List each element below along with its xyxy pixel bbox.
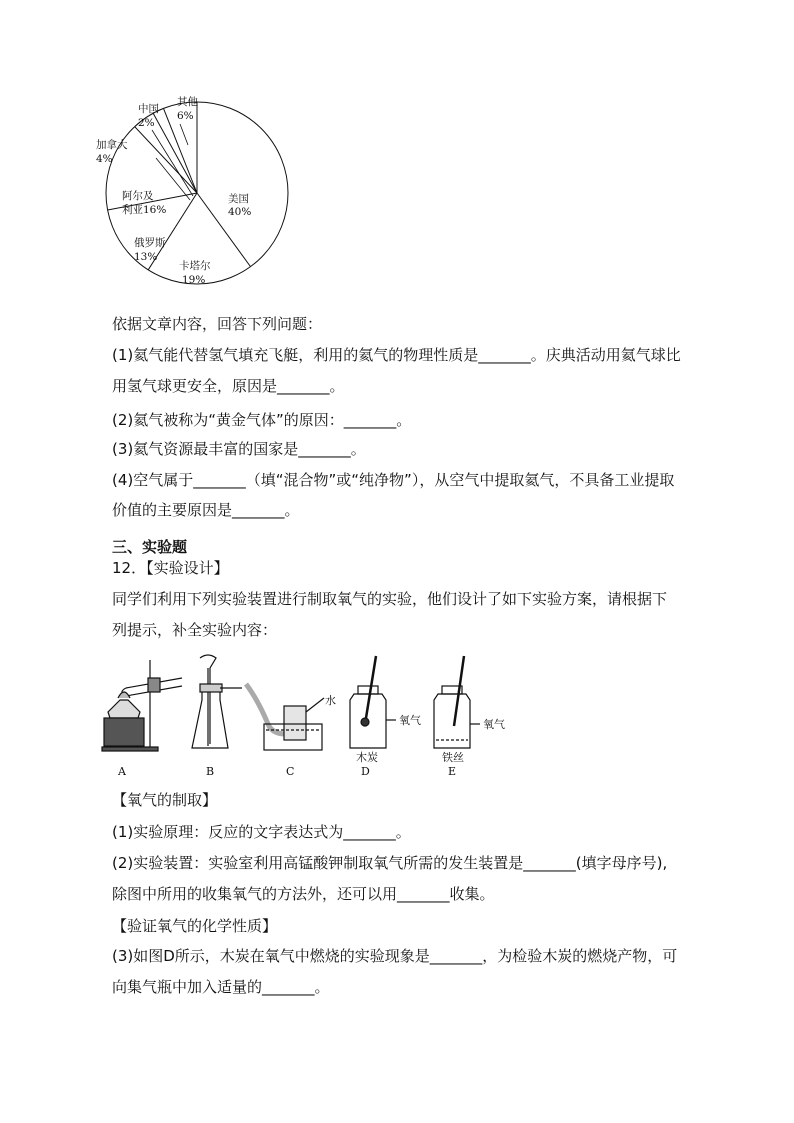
problem-12-intro-a: 同学们利用下列实验装置进行制取氧气的实验，他们设计了如下实验方案，请根据下 xyxy=(112,590,668,608)
step-2b: 除图中所用的收集氧气的方法外，还可以用_______收集。 xyxy=(112,885,495,903)
pie-value-canada: 4% xyxy=(96,153,113,165)
apparatus-b xyxy=(192,655,242,748)
problem-12-title: 12．【实验设计】 xyxy=(112,559,229,577)
helium-reserves-pie-chart xyxy=(92,88,302,298)
pie-label-algeria: 阿尔及 xyxy=(122,190,154,202)
apparatus-e xyxy=(434,656,480,748)
question-4a: (4)空气属于_______（填“混合物”或“纯净物”），从空气中提取氦气，不具备工业提取 xyxy=(112,471,675,489)
iron-wire-label: 铁丝 xyxy=(442,751,464,764)
pie-value-china: 2% xyxy=(138,117,155,129)
pie-value-other: 6% xyxy=(177,110,194,122)
oxygen-label-e: 氧气 xyxy=(483,718,505,731)
pie-label-other: 其他 xyxy=(177,96,198,108)
apparatus-c xyxy=(246,684,324,750)
question-3: (3)氦气资源最丰富的国家是_______。 xyxy=(112,440,366,458)
label-e: E xyxy=(448,765,457,778)
pie-value-qatar: 19% xyxy=(182,274,206,286)
charcoal-label: 木炭 xyxy=(356,751,378,764)
question-1a: (1)氦气能代替氢气填充飞艇，利用的氦气的物理性质是_______。庆典活动用氦气球比 xyxy=(112,346,681,364)
subheading-preparation: 【氧气的制取】 xyxy=(112,791,218,809)
oxygen-label-d: 氧气 xyxy=(399,714,421,727)
pie-label-russia: 俄罗斯 xyxy=(134,237,166,249)
pie-label-qatar: 卡塔尔 xyxy=(179,260,211,272)
question-2: (2)氦气被称为“黄金气体”的原因：_______。 xyxy=(112,411,412,429)
apparatus-d xyxy=(350,656,396,748)
pie-label-usa: 美国 xyxy=(228,193,249,205)
step-1: (1)实验原理：反应的文字表达式为_______。 xyxy=(112,823,411,841)
step-3b: 向集气瓶中加入适量的_______。 xyxy=(112,978,330,996)
question-4b: 价值的主要原因是_______。 xyxy=(112,501,300,519)
subheading-verify: 【验证氧气的化学性质】 xyxy=(112,917,278,935)
pie-label-canada: 加拿大 xyxy=(96,139,128,151)
section-heading: 三、实验题 xyxy=(112,538,188,556)
step-3a: (3)如图D所示，木炭在氧气中燃烧的实验现象是_______，为检验木炭的燃烧产物，可 xyxy=(112,947,678,965)
label-a: A xyxy=(118,765,126,778)
label-c: C xyxy=(286,765,295,778)
pie-value-usa: 40% xyxy=(228,206,252,218)
pie-label-china: 中国 xyxy=(138,103,159,115)
pie-value-russia: 13% xyxy=(134,251,158,263)
step-2a: (2)实验装置：实验室利用高锰酸钾制取氧气所需的发生装置是_______(填字母序号), xyxy=(112,854,668,872)
label-d: D xyxy=(361,765,370,778)
question-1b: 用氢气球更安全，原因是_______。 xyxy=(112,377,345,395)
water-label: 水 xyxy=(325,694,336,707)
apparatus-a xyxy=(102,660,182,751)
problem-12-intro-b: 列提示，补全实验内容： xyxy=(112,621,278,639)
label-b: B xyxy=(206,765,215,778)
intro-line: 依据文章内容，回答下列问题： xyxy=(112,315,323,333)
pie-value-algeria: 利亚16% xyxy=(122,204,167,216)
apparatus-figure xyxy=(96,648,536,783)
